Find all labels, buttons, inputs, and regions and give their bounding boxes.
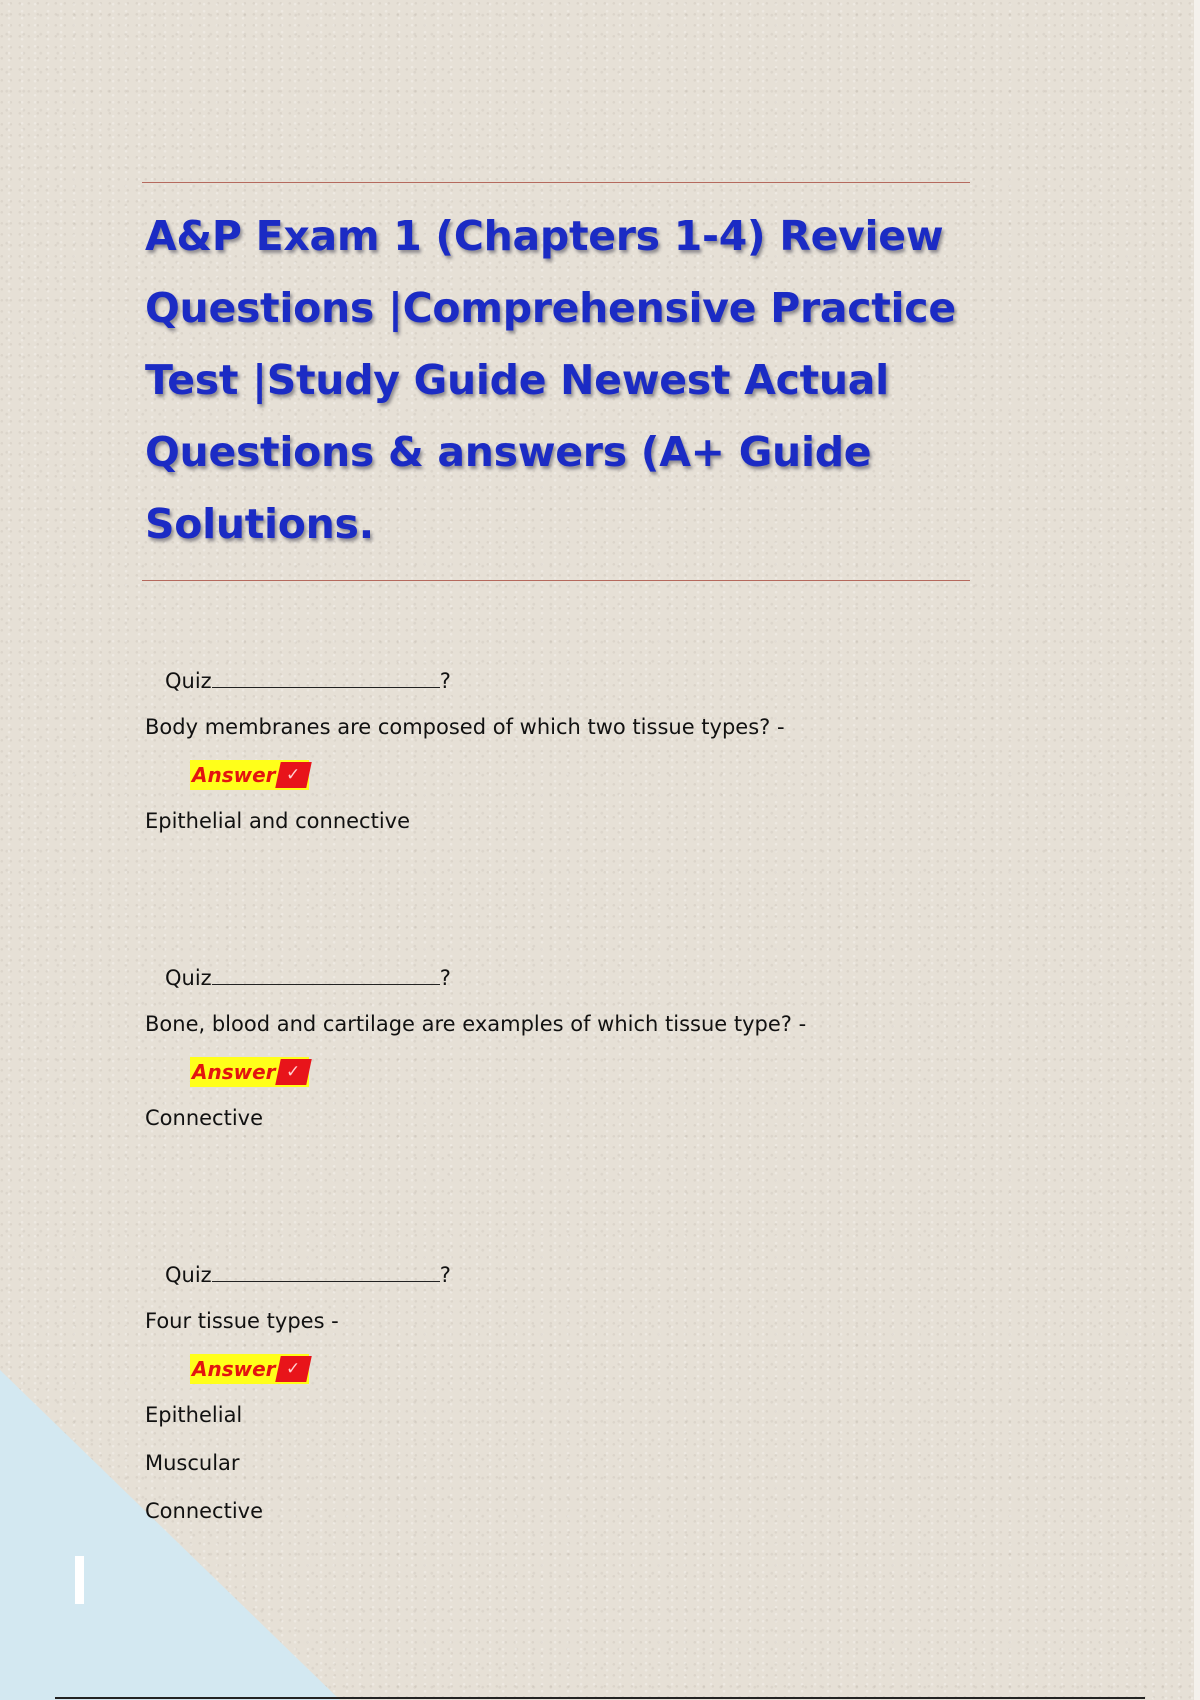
checkmark-icon: ✓ xyxy=(275,1059,312,1085)
page-edge xyxy=(1194,0,1200,1700)
quiz-question: Body membranes are composed of which two tissue types? - xyxy=(145,715,785,739)
quiz-question: Four tissue types - xyxy=(145,1309,339,1333)
quiz-item xyxy=(145,961,1045,1135)
page-number-marker xyxy=(75,1556,84,1604)
answer-text: Epithelial xyxy=(145,1403,243,1427)
quiz-label-row xyxy=(165,961,1045,995)
answer-text: Epithelial and connective xyxy=(145,809,411,833)
answer-badge xyxy=(190,1354,309,1384)
answer-label: Answer xyxy=(192,1060,276,1084)
quiz-item xyxy=(145,664,1045,838)
document-title: A&P Exam 1 (Chapters 1-4) Review Questions |Comprehensive Practice Test |Study Guide Newest Actual Questions & answers (A+ Guide Solutions. xyxy=(145,212,956,548)
answer-label: Answer xyxy=(192,763,276,787)
quiz-item xyxy=(145,1258,1045,1528)
quiz-blank-line xyxy=(212,667,440,688)
answer-text: Connective xyxy=(145,1106,264,1130)
answer-badge xyxy=(190,760,309,790)
title-bottom-rule xyxy=(142,580,970,581)
quiz-label-row xyxy=(165,1258,1045,1292)
footer-rule xyxy=(55,1697,1145,1699)
quiz-blank-line xyxy=(212,1261,440,1282)
quiz-label: Quiz xyxy=(165,1263,212,1287)
quiz-question-mark: ? xyxy=(439,669,451,693)
quiz-question: Bone, blood and cartilage are examples of which tissue type? - xyxy=(145,1012,807,1036)
quiz-blank-line xyxy=(212,964,440,985)
quiz-label: Quiz xyxy=(165,966,212,990)
quiz-label-row xyxy=(165,664,1045,698)
quiz-label: Quiz xyxy=(165,669,212,693)
checkmark-icon: ✓ xyxy=(275,762,312,788)
answer-text: Muscular xyxy=(145,1451,240,1475)
answer-label: Answer xyxy=(192,1357,276,1381)
title-top-rule xyxy=(142,182,970,183)
answer-text: Connective xyxy=(145,1499,264,1523)
quiz-question-mark: ? xyxy=(439,966,451,990)
answer-badge xyxy=(190,1057,309,1087)
checkmark-icon: ✓ xyxy=(275,1356,312,1382)
quiz-question-mark: ? xyxy=(439,1263,451,1287)
